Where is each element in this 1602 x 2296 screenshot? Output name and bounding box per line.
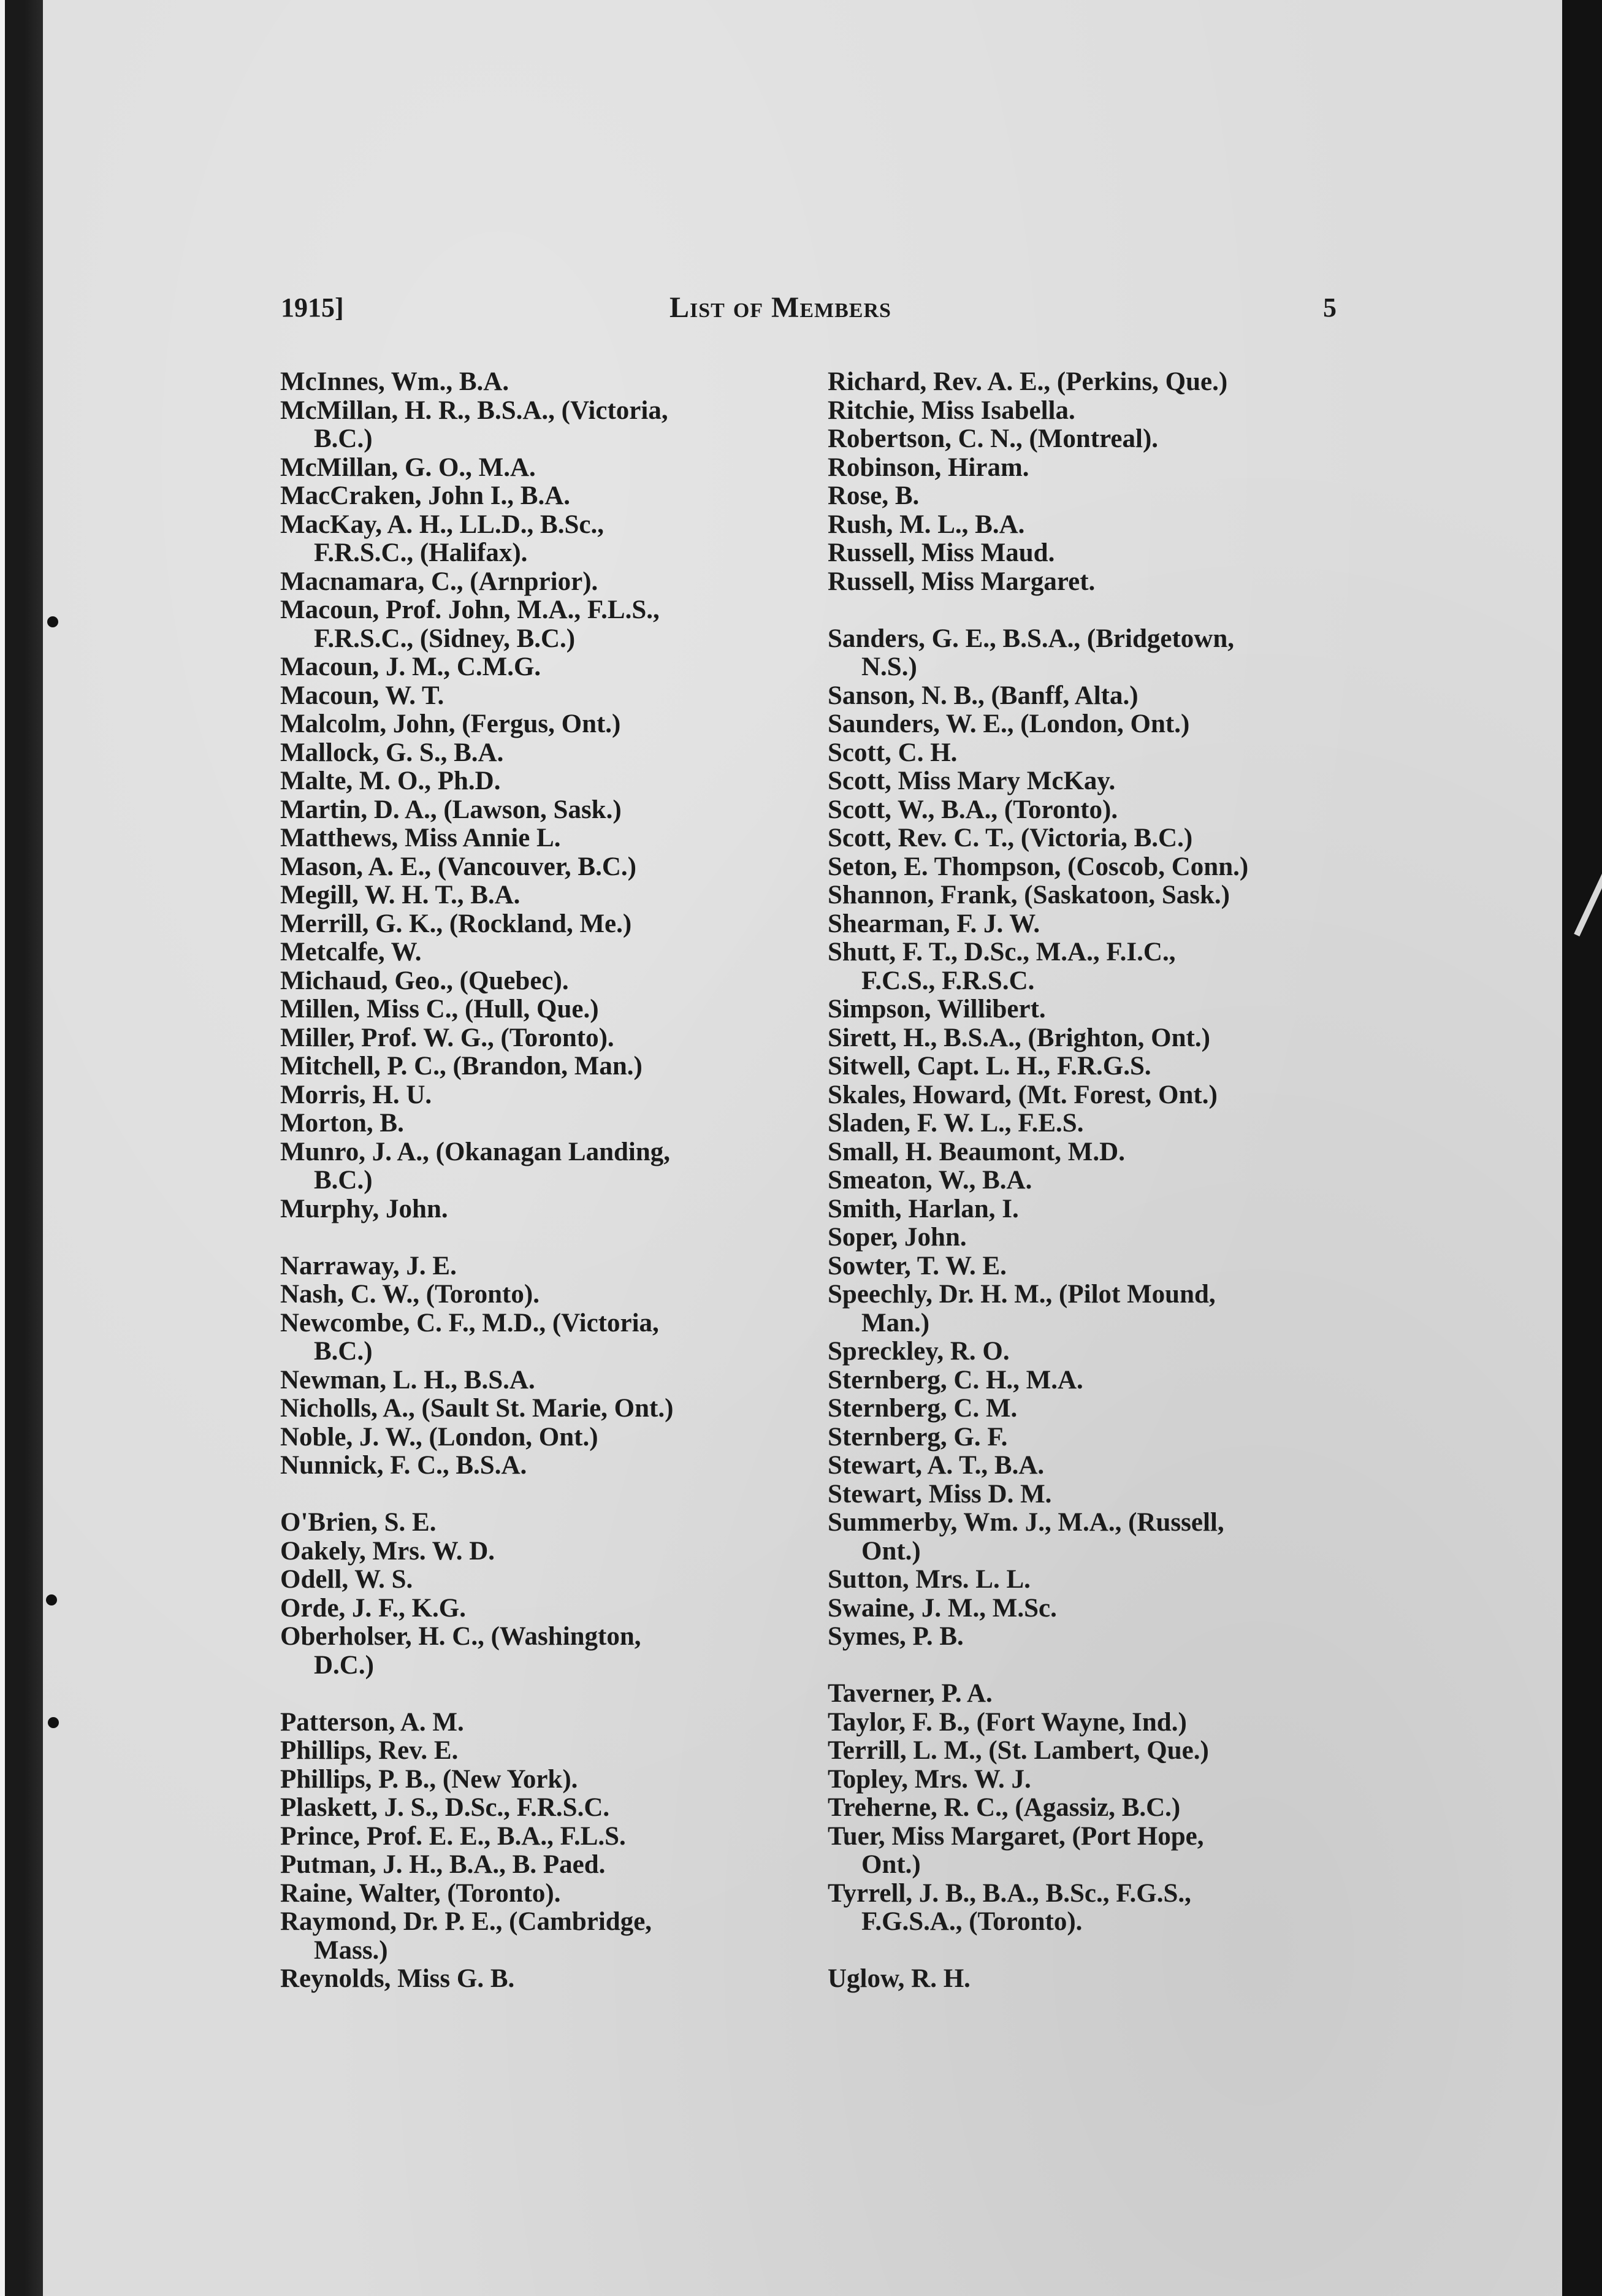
member-entry-line: Uglow, R. H. <box>828 1965 971 1993</box>
member-entry <box>280 1794 789 1823</box>
member-entry-line: Sladen, F. W. L., F.E.S. <box>828 1109 1084 1138</box>
member-entry <box>828 1823 1337 1880</box>
member-entry-line: Simpson, Willibert. <box>828 995 1046 1024</box>
member-entry-line: Orde, J. F., K.G. <box>280 1594 466 1623</box>
member-entry-line: Scott, Rev. C. T., (Victoria, B.C.) <box>828 824 1193 852</box>
member-entry-line: Treherne, R. C., (Agassiz, B.C.) <box>828 1794 1181 1822</box>
member-entry <box>828 1594 1337 1623</box>
member-entry <box>280 1737 789 1766</box>
member-entry <box>280 511 789 568</box>
member-entry-line: Sowter, T. W. E. <box>828 1252 1007 1280</box>
member-entry-line: Ont.) <box>861 1851 921 1879</box>
member-entry-line: Skales, Howard, (Mt. Forest, Ont.) <box>828 1081 1218 1109</box>
member-entry <box>280 1880 789 1908</box>
member-entry-line: Taylor, F. B., (Fort Wayne, Ind.) <box>828 1708 1187 1737</box>
member-entry <box>828 1081 1337 1110</box>
member-entry-line: Shutt, F. T., D.Sc., M.A., F.I.C., <box>828 938 1176 966</box>
member-entry <box>828 938 1337 995</box>
member-entry <box>828 796 1337 825</box>
member-entry-line: F.C.S., F.R.S.C. <box>861 966 1035 995</box>
member-entry-line: Prince, Prof. E. E., B.A., F.L.S. <box>280 1822 626 1851</box>
member-entry-line: MacKay, A. H., LL.D., B.Sc., <box>280 510 604 539</box>
member-entry <box>280 1623 789 1680</box>
member-entry-line: Murphy, John. <box>280 1195 448 1223</box>
member-entry-line: Mason, A. E., (Vancouver, B.C.) <box>280 852 636 881</box>
member-entry-line: Smeaton, W., B.A. <box>828 1166 1032 1195</box>
member-entry-line: Scott, Miss Mary McKay. <box>828 767 1116 795</box>
member-entry-line: B.C.) <box>314 1337 373 1366</box>
member-entry-line: Sirett, H., B.S.A., (Brighton, Ont.) <box>828 1024 1210 1052</box>
member-entry-line: Scott, C. H. <box>828 738 958 767</box>
member-entry <box>280 1052 789 1081</box>
member-entry <box>828 397 1337 426</box>
member-entry-line: Phillips, Rev. E. <box>280 1737 459 1765</box>
member-entry <box>828 853 1337 882</box>
member-entry-line: Reynolds, Miss G. B. <box>280 1965 515 1993</box>
section-gap <box>828 1937 1337 1965</box>
member-entry <box>280 397 789 454</box>
member-entry <box>280 482 789 511</box>
member-entry-line: Nunnick, F. C., B.S.A. <box>280 1452 527 1480</box>
member-entry <box>280 682 789 711</box>
member-entry-line: Shearman, F. J. W. <box>828 909 1040 938</box>
member-entry-line: D.C.) <box>314 1651 374 1680</box>
member-entry <box>828 1680 1337 1709</box>
member-entry <box>280 1566 789 1594</box>
member-entry-line: B.C.) <box>314 425 373 453</box>
member-entry-line: Mallock, G. S., B.A. <box>280 738 504 767</box>
member-entry <box>828 1737 1337 1766</box>
member-entry-line: F.R.S.C., (Sidney, B.C.) <box>314 624 576 653</box>
member-entry-line: MacCraken, John I., B.A. <box>280 482 571 510</box>
member-entry-line: McMillan, G. O., M.A. <box>280 453 536 482</box>
member-entry-line: Stewart, Miss D. M. <box>828 1480 1052 1509</box>
member-entry-line: Nicholls, A., (Sault St. Marie, Ont.) <box>280 1395 674 1423</box>
member-entry-line: Merrill, G. K., (Rockland, Me.) <box>280 909 632 938</box>
member-entry-line: Odell, W. S. <box>280 1566 413 1594</box>
member-entry <box>280 1081 789 1110</box>
margin-mark <box>48 1717 59 1728</box>
member-entry <box>828 1566 1337 1594</box>
member-entry-line: O'Brien, S. E. <box>280 1509 437 1537</box>
right-column <box>828 368 1337 1994</box>
member-entry-line: Russell, Miss Margaret. <box>828 567 1096 596</box>
member-entry-line: Russell, Miss Maud. <box>828 539 1055 567</box>
member-entry-line: Swaine, J. M., M.Sc. <box>828 1594 1057 1623</box>
member-entry-line: Raymond, Dr. P. E., (Cambridge, <box>280 1908 652 1936</box>
member-entry <box>828 881 1337 910</box>
member-entry-line: Seton, E. Thompson, (Coscob, Conn.) <box>828 852 1249 881</box>
member-entry-line: Raine, Walter, (Toronto). <box>280 1879 561 1908</box>
member-entry-line: Sternberg, C. M. <box>828 1395 1018 1423</box>
member-entry-line: Malte, M. O., Ph.D. <box>280 767 501 795</box>
member-entry <box>828 1252 1337 1281</box>
member-entry-line: Oberholser, H. C., (Washington, <box>280 1623 641 1651</box>
member-entry <box>280 653 789 682</box>
member-entry-line: Shannon, Frank, (Saskatoon, Sask.) <box>828 881 1230 909</box>
member-entry-line: Symes, P. B. <box>828 1623 964 1651</box>
member-entry <box>280 1537 789 1566</box>
section-gap <box>280 1223 789 1252</box>
member-entry <box>280 368 789 397</box>
member-entry-line: Macnamara, C., (Arnprior). <box>280 567 598 596</box>
member-entry <box>280 596 789 653</box>
scan-edge <box>0 0 43 2296</box>
member-entry <box>828 995 1337 1024</box>
member-entry-line: Putman, J. H., B.A., B. Paed. <box>280 1851 606 1879</box>
member-entry-line: Sutton, Mrs. L. L. <box>828 1566 1031 1594</box>
member-entry-line: Topley, Mrs. W. J. <box>828 1765 1031 1794</box>
member-entry-line: Robinson, Hiram. <box>828 453 1029 482</box>
member-entry <box>280 1709 789 1737</box>
member-entry-line: Spreckley, R. O. <box>828 1337 1010 1366</box>
member-entry-line: Taverner, P. A. <box>828 1680 993 1708</box>
member-entry <box>828 482 1337 511</box>
member-entry-line: Michaud, Geo., (Quebec). <box>280 966 569 995</box>
member-entry-line: Morton, B. <box>280 1109 404 1138</box>
member-entry <box>280 910 789 939</box>
member-entry <box>828 568 1337 597</box>
member-entry <box>280 1366 789 1395</box>
member-entry-line: Saunders, W. E., (London, Ont.) <box>828 710 1190 738</box>
member-entry <box>280 853 789 882</box>
member-entry-line: Rush, M. L., B.A. <box>828 510 1025 539</box>
member-entry <box>828 1623 1337 1651</box>
member-entry-line: Macoun, J. M., C.M.G. <box>280 653 541 681</box>
member-entry-line: Terrill, L. M., (St. Lambert, Que.) <box>828 1737 1209 1765</box>
member-entry-line: Nash, C. W., (Toronto). <box>280 1280 540 1309</box>
member-entry-line: Macoun, W. T. <box>280 681 444 710</box>
member-entry-line: Matthews, Miss Annie L. <box>280 824 561 852</box>
header-year: 1915] <box>281 293 344 323</box>
member-entry <box>828 910 1337 939</box>
member-entry-line: Mitchell, P. C., (Brandon, Man.) <box>280 1052 643 1081</box>
member-entry <box>828 1709 1337 1737</box>
member-entry-line: Newcombe, C. F., M.D., (Victoria, <box>280 1309 659 1337</box>
member-entry-line: Newman, L. H., B.S.A. <box>280 1366 535 1395</box>
member-entry <box>280 710 789 739</box>
member-entry <box>828 425 1337 454</box>
member-entry <box>828 1880 1337 1937</box>
member-entry-line: Oakely, Mrs. W. D. <box>280 1537 495 1566</box>
member-entry <box>828 1138 1337 1167</box>
member-entry <box>828 1052 1337 1081</box>
member-entry-line: Phillips, P. B., (New York). <box>280 1765 578 1794</box>
margin-mark <box>47 616 58 627</box>
member-entry-line: Patterson, A. M. <box>280 1708 464 1737</box>
member-entry-line: Narraway, J. E. <box>280 1252 457 1280</box>
member-entry <box>280 938 789 967</box>
member-entry <box>828 1195 1337 1224</box>
member-entry <box>280 1395 789 1423</box>
member-entry <box>280 1280 789 1309</box>
page-number: 5 <box>1323 293 1337 323</box>
member-entry-line: Miller, Prof. W. G., (Toronto). <box>280 1024 614 1052</box>
member-entry <box>280 568 789 597</box>
section-gap <box>280 1480 789 1509</box>
member-entry <box>280 1195 789 1224</box>
member-entry-line: Scott, W., B.A., (Toronto). <box>828 795 1118 824</box>
member-entry-line: Megill, W. H. T., B.A. <box>280 881 521 909</box>
member-entry <box>280 1109 789 1138</box>
member-entry <box>280 1309 789 1366</box>
member-entry-line: Soper, John. <box>828 1223 967 1252</box>
member-entry <box>828 368 1337 397</box>
member-entry <box>828 454 1337 483</box>
member-entry <box>280 1423 789 1452</box>
member-entry-line: Mass.) <box>314 1936 388 1965</box>
member-entry <box>828 511 1337 540</box>
page-title: List of Members <box>669 291 891 324</box>
member-entry <box>828 682 1337 711</box>
member-entry-line: Speechly, Dr. H. M., (Pilot Mound, <box>828 1280 1216 1309</box>
member-entry-line: Sanson, N. B., (Banff, Alta.) <box>828 681 1139 710</box>
member-entry-line: McMillan, H. R., B.S.A., (Victoria, <box>280 396 668 425</box>
member-entry <box>280 1024 789 1053</box>
section-gap <box>280 1680 789 1709</box>
member-entry-line: Morris, H. U. <box>280 1081 432 1109</box>
member-entry-line: Sanders, G. E., B.S.A., (Bridgetown, <box>828 624 1234 653</box>
member-entry <box>828 1223 1337 1252</box>
member-entry <box>280 881 789 910</box>
member-entry <box>828 1509 1337 1566</box>
member-entry-line: Small, H. Beaumont, M.D. <box>828 1138 1125 1166</box>
member-entry-line: Sternberg, C. H., M.A. <box>828 1366 1083 1395</box>
member-entry-line: F.R.S.C., (Halifax). <box>314 539 528 567</box>
member-entry-line: Richard, Rev. A. E., (Perkins, Que.) <box>828 368 1228 396</box>
member-entry <box>280 967 789 996</box>
member-entry <box>280 1908 789 1965</box>
member-entry <box>828 1366 1337 1395</box>
member-entry-line: Summerby, Wm. J., M.A., (Russell, <box>828 1509 1224 1537</box>
member-entry <box>280 995 789 1024</box>
member-entry <box>828 625 1337 682</box>
member-entry <box>280 1965 789 1994</box>
member-entry-line: Stewart, A. T., B.A. <box>828 1452 1045 1480</box>
member-entry-line: F.G.S.A., (Toronto). <box>861 1908 1083 1936</box>
member-entry <box>828 1423 1337 1452</box>
member-entry-line: Noble, J. W., (London, Ont.) <box>280 1423 598 1452</box>
member-entry <box>828 1280 1337 1337</box>
section-gap <box>828 1651 1337 1680</box>
member-entry-line: Smith, Harlan, I. <box>828 1195 1019 1223</box>
member-entry <box>280 739 789 768</box>
member-entry <box>280 767 789 796</box>
member-entry-line: B.C.) <box>314 1166 373 1195</box>
member-entry <box>828 1109 1337 1138</box>
member-entry <box>828 710 1337 739</box>
section-gap <box>828 596 1337 625</box>
member-entry <box>280 1452 789 1480</box>
member-entry <box>828 1794 1337 1823</box>
member-entry <box>828 1395 1337 1423</box>
member-entry <box>828 1337 1337 1366</box>
member-entry-line: Malcolm, John, (Fergus, Ont.) <box>280 710 621 738</box>
member-entry <box>828 1965 1337 1994</box>
member-entry-line: Plaskett, J. S., D.Sc., F.R.S.C. <box>280 1794 610 1822</box>
member-entry <box>828 1480 1337 1509</box>
member-entry-line: Rose, B. <box>828 482 920 510</box>
member-entry <box>280 1252 789 1281</box>
member-entry-line: Robertson, C. N., (Montreal). <box>828 425 1159 453</box>
member-entry-line: McInnes, Wm., B.A. <box>280 368 509 396</box>
member-entry-line: Metcalfe, W. <box>280 938 422 966</box>
member-entry <box>280 1138 789 1195</box>
member-entry <box>280 1594 789 1623</box>
member-entry-line: Ont.) <box>861 1537 921 1566</box>
member-entry <box>280 1823 789 1851</box>
left-column <box>280 368 789 1994</box>
member-entry-line: Tuer, Miss Margaret, (Port Hope, <box>828 1822 1204 1851</box>
member-entry <box>828 739 1337 768</box>
member-entry-line: Man.) <box>861 1309 930 1337</box>
member-entry <box>828 1452 1337 1480</box>
member-entry <box>828 824 1337 853</box>
member-entry <box>280 796 789 825</box>
member-entry-line: Martin, D. A., (Lawson, Sask.) <box>280 795 622 824</box>
member-entry <box>280 1851 789 1880</box>
member-entry <box>280 824 789 853</box>
member-entry-line: Munro, J. A., (Okanagan Landing, <box>280 1138 671 1166</box>
edge-mark <box>1574 873 1602 936</box>
member-entry-line: Sitwell, Capt. L. H., F.R.G.S. <box>828 1052 1151 1081</box>
member-entry <box>828 1766 1337 1794</box>
member-entry <box>828 539 1337 568</box>
member-entry <box>280 1509 789 1537</box>
member-entry-line: Ritchie, Miss Isabella. <box>828 396 1075 425</box>
member-entry <box>828 1024 1337 1053</box>
member-entry-line: Macoun, Prof. John, M.A., F.L.S., <box>280 596 660 624</box>
member-entry <box>280 1766 789 1794</box>
member-entry <box>280 454 789 483</box>
member-entry-line: Millen, Miss C., (Hull, Que.) <box>280 995 599 1024</box>
member-entry-line: Tyrrell, J. B., B.A., B.Sc., F.G.S., <box>828 1879 1191 1908</box>
member-entry-line: Sternberg, G. F. <box>828 1423 1008 1452</box>
margin-mark <box>46 1594 57 1605</box>
member-entry <box>828 1166 1337 1195</box>
member-entry <box>828 767 1337 796</box>
member-entry-line: N.S.) <box>861 653 917 681</box>
